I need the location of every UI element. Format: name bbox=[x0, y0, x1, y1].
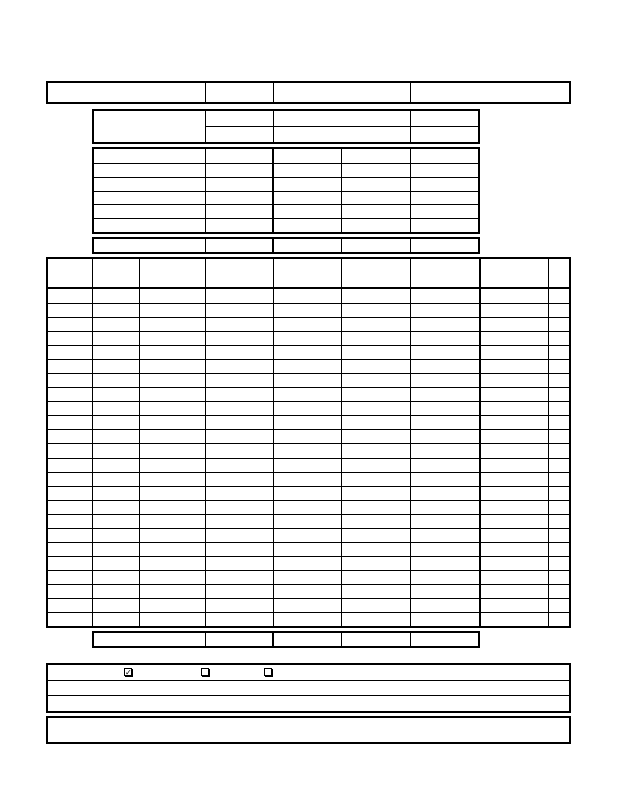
subtotal-bottom-divider bbox=[272, 631, 274, 648]
header-divider bbox=[205, 81, 206, 104]
summary-row-line bbox=[94, 163, 478, 164]
table-row-line bbox=[48, 373, 569, 374]
table-row-line bbox=[48, 359, 569, 360]
subtotal-top-row bbox=[92, 237, 480, 254]
table-row-line bbox=[48, 387, 569, 388]
summary-row-line bbox=[94, 204, 478, 205]
summary-divider bbox=[341, 147, 342, 234]
subtotal-bottom-row bbox=[92, 631, 480, 648]
summary-row-line bbox=[94, 191, 478, 192]
subtotal-bottom-divider bbox=[205, 631, 206, 648]
table-row-line bbox=[48, 443, 569, 444]
table-row-line bbox=[48, 556, 569, 557]
header-divider bbox=[410, 81, 411, 104]
table-row-line bbox=[48, 584, 569, 585]
checkbox-section-line bbox=[46, 695, 571, 696]
table-row-line bbox=[48, 303, 569, 304]
table-row-line bbox=[48, 472, 569, 473]
table-row-line bbox=[48, 429, 569, 430]
subtotal-top-divider bbox=[205, 237, 206, 254]
info-row-line bbox=[205, 126, 478, 127]
subtotal-top-divider bbox=[272, 237, 274, 254]
remarks-box bbox=[46, 716, 571, 744]
checkbox-2[interactable] bbox=[201, 668, 209, 676]
subtotal-bottom-divider bbox=[410, 631, 411, 648]
checkbox-section-line bbox=[46, 680, 571, 681]
table-row-line bbox=[48, 317, 569, 318]
table-row-line bbox=[48, 345, 569, 346]
subtotal-top-divider bbox=[410, 237, 411, 254]
table-row-line bbox=[48, 500, 569, 501]
table-row-line bbox=[48, 570, 569, 571]
subtotal-top-divider bbox=[341, 237, 342, 254]
table-row-line bbox=[48, 415, 569, 416]
summary-row-line bbox=[94, 218, 478, 219]
table-row-line bbox=[48, 401, 569, 402]
table-row-line bbox=[48, 528, 569, 529]
table-row-line bbox=[48, 486, 569, 487]
table-row-line bbox=[48, 612, 569, 613]
header-divider bbox=[273, 81, 274, 104]
table-row-line bbox=[48, 458, 569, 459]
summary-row-line bbox=[94, 177, 478, 178]
table-row-line bbox=[48, 331, 569, 332]
subtotal-bottom-divider bbox=[341, 631, 342, 648]
summary-divider bbox=[205, 147, 206, 234]
main-table-header-line bbox=[46, 287, 571, 289]
checkbox-1[interactable]: ✓ bbox=[125, 668, 132, 677]
summary-divider bbox=[410, 147, 411, 234]
table-row-line bbox=[48, 598, 569, 599]
table-row-line bbox=[48, 542, 569, 543]
header-row bbox=[46, 81, 571, 104]
table-row-line bbox=[48, 514, 569, 515]
summary-divider bbox=[272, 147, 274, 234]
checkbox-3[interactable] bbox=[264, 668, 272, 676]
